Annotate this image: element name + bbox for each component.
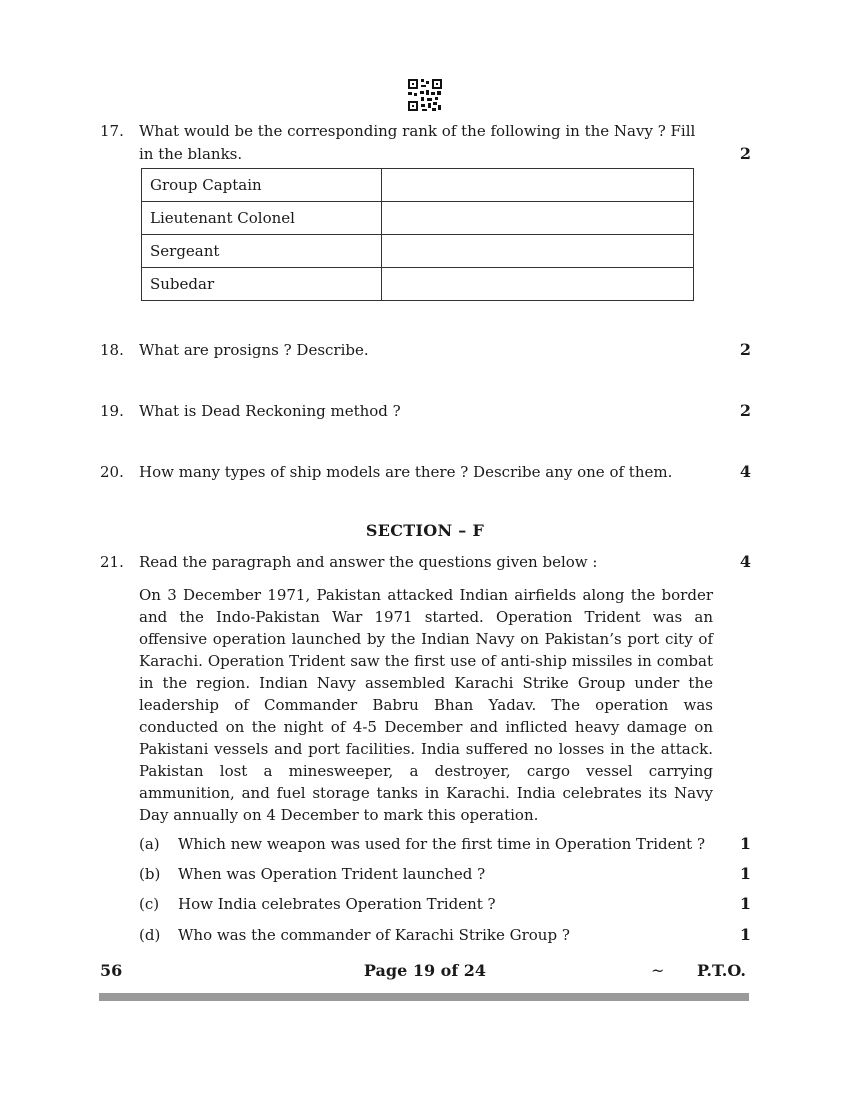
rank-table	[141, 168, 694, 301]
sub-question-label: (a)	[139, 835, 160, 853]
question-marks: 2	[739, 144, 751, 163]
sub-question-text: When was Operation Trident launched ?	[178, 865, 486, 883]
army-rank-cell: Lieutenant Colonel	[142, 202, 382, 235]
sub-question-marks: 1	[739, 864, 751, 883]
question-marks: 4	[739, 552, 751, 571]
table-row	[142, 202, 694, 235]
question-number: 19.	[100, 402, 124, 420]
question-number: 20.	[100, 463, 124, 481]
sub-question-text: Which new weapon was used for the first time in Operation Trident ?	[178, 835, 705, 853]
navy-rank-blank	[382, 235, 694, 268]
navy-rank-blank	[382, 268, 694, 301]
question-text: How many types of ship models are there ? Describe any one of them.	[139, 463, 673, 481]
footer-divider	[99, 993, 749, 1001]
tilde-mark: ~	[651, 961, 665, 980]
question-number: 18.	[100, 341, 124, 359]
army-rank-cell: Subedar	[142, 268, 382, 301]
sub-question-marks: 1	[739, 894, 751, 913]
table-row	[142, 268, 694, 301]
navy-rank-blank	[382, 202, 694, 235]
question-text: What is Dead Reckoning method ?	[139, 402, 401, 420]
question-number: 21.	[100, 553, 124, 571]
sub-question-marks: 1	[739, 834, 751, 853]
question-number: 17.	[100, 122, 124, 140]
pto-label: P.T.O.	[697, 961, 746, 980]
sub-question-label: (d)	[139, 926, 161, 944]
paper-code: 56	[100, 961, 123, 980]
army-rank-cell: Group Captain	[142, 169, 382, 202]
sub-question-text: How India celebrates Operation Trident ?	[178, 895, 496, 913]
question-text: What would be the corresponding rank of the following in the Navy ? Fill	[139, 122, 696, 140]
sub-question-text: Who was the commander of Karachi Strike Group ?	[178, 926, 570, 944]
qr-code-icon	[407, 78, 443, 112]
page-number: Page 19 of 24	[363, 961, 487, 980]
navy-rank-blank	[382, 169, 694, 202]
question-text-continued: in the blanks.	[139, 145, 243, 163]
army-rank-cell: Sergeant	[142, 235, 382, 268]
sub-question-marks: 1	[739, 925, 751, 944]
table-row	[142, 169, 694, 202]
question-marks: 2	[739, 401, 751, 420]
question-text: What are prosigns ? Describe.	[139, 341, 369, 359]
sub-question-label: (c)	[139, 895, 160, 913]
table-row	[142, 235, 694, 268]
passage-paragraph: On 3 December 1971, Pakistan attacked Indian airfields along the border and the Indo-Pakistan War 1971 started. Operation Trident was an offensive operation launched by the Indian Navy on Pakistan’s port city of Karachi. Operation Trident saw the first use of anti-ship missiles in combat in the region. Indian Navy assembled Karachi Strike Group under the leadership of Commander Babru Bhan Yadav. The operation was conducted on the night of 4-5 December and inflicted heavy damage on Pakistani vessels and port facilities. India suffered no losses in the attack. Pakistan lost a minesweeper, a destroyer, cargo vessel carrying ammunition, and fuel storage tanks in Karachi. India celebrates its Navy Day annually on 4 December to mark this operation.	[139, 586, 713, 824]
sub-question-label: (b)	[139, 865, 161, 883]
question-marks: 4	[739, 462, 751, 481]
question-marks: 2	[739, 340, 751, 359]
question-text: Read the paragraph and answer the questions given below :	[139, 553, 598, 571]
section-heading: SECTION – F	[365, 521, 485, 540]
